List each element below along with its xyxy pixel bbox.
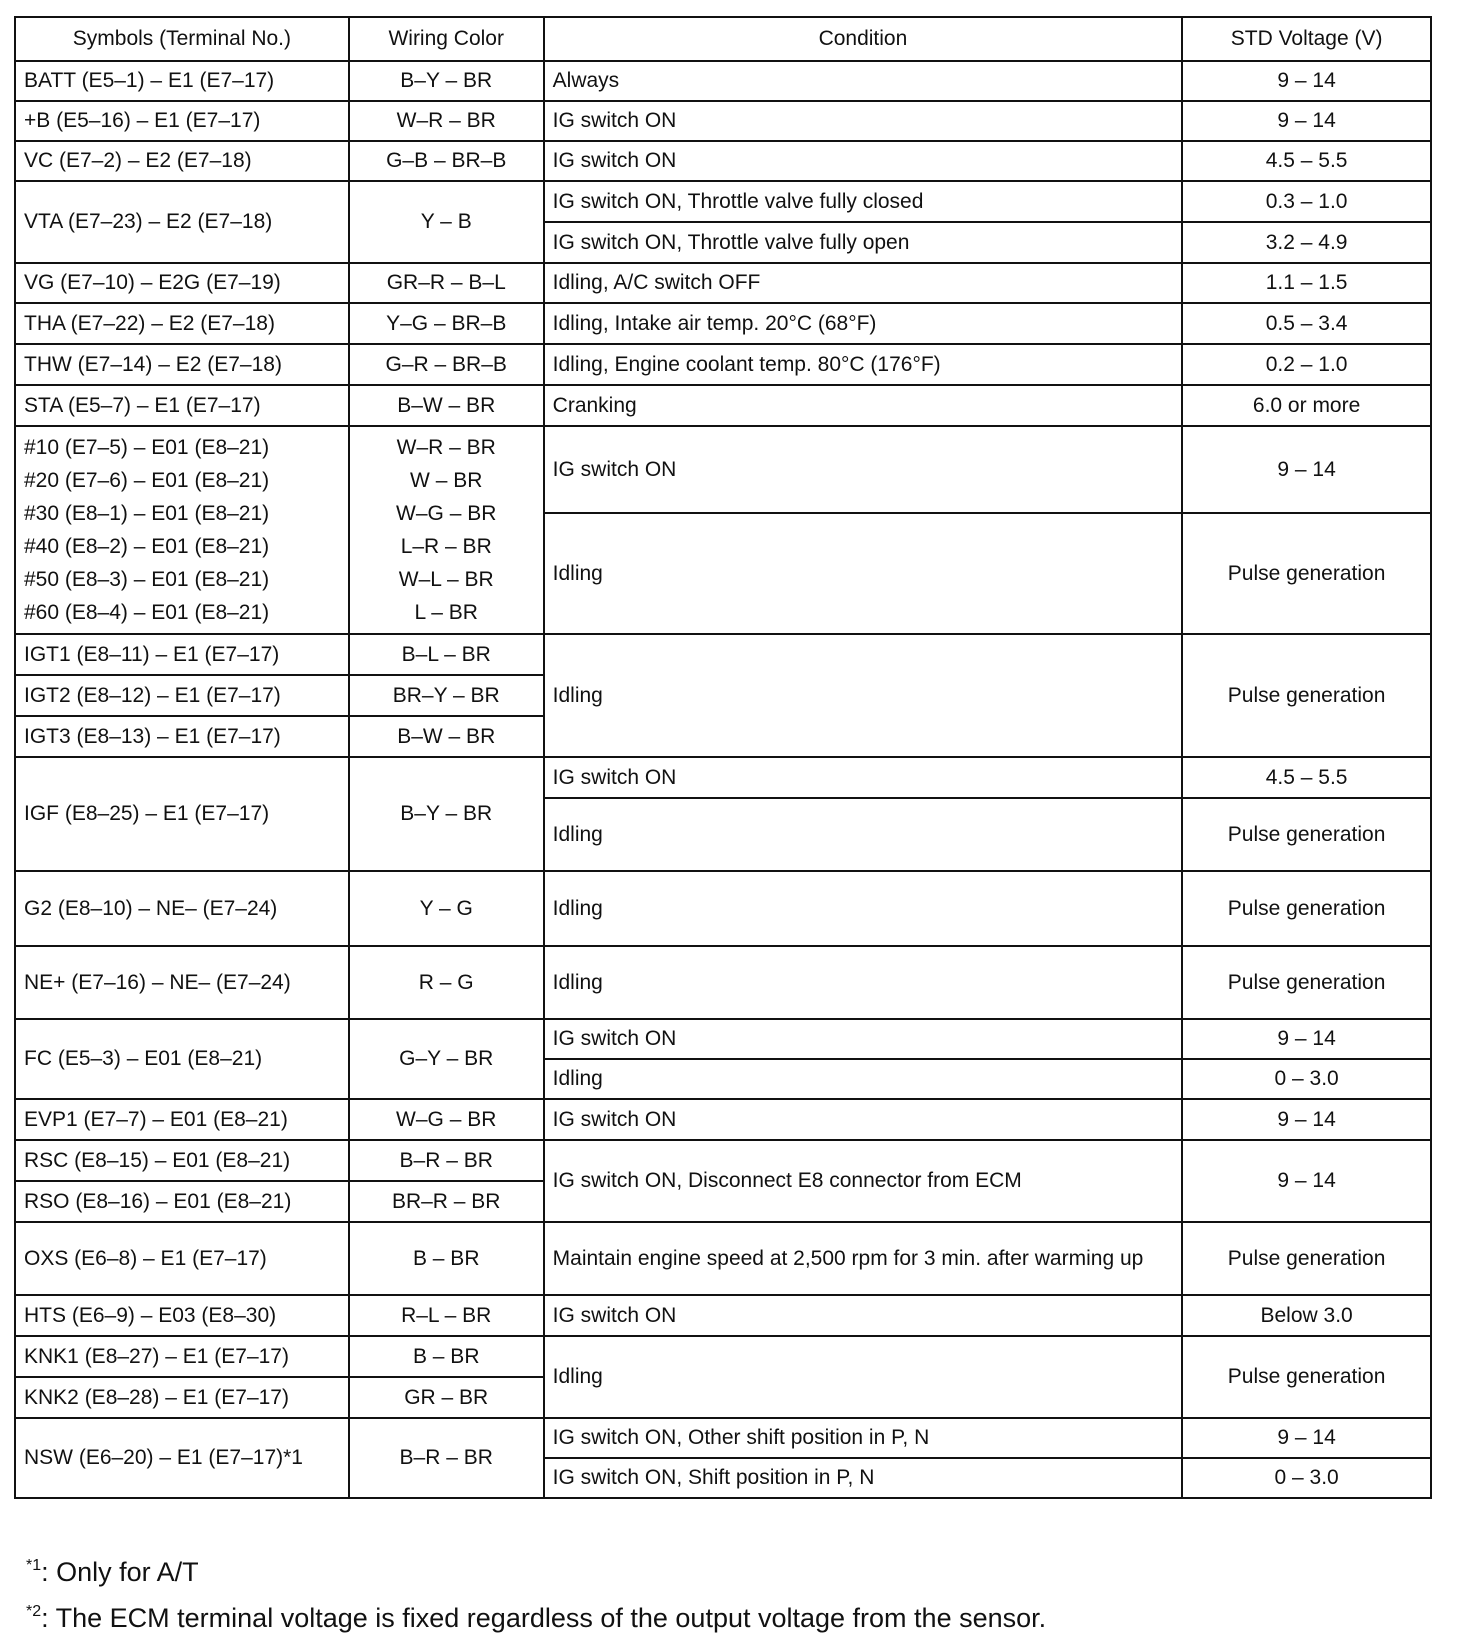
- footnote-2-text: : The ECM terminal voltage is fixed regardless of the output voltage from the sensor.: [41, 1603, 1047, 1633]
- table-row: [15, 426, 1431, 513]
- table-row: [15, 61, 1431, 101]
- condition-cell: IG switch ON, Other shift position in P, N: [544, 1418, 1183, 1458]
- symbol-cell: IGT3 (E8–13) – E1 (E7–17): [15, 716, 349, 757]
- symbol-cell: THA (E7–22) – E2 (E7–18): [15, 303, 349, 344]
- condition-cell: Cranking: [544, 385, 1183, 426]
- table-row: [15, 263, 1431, 303]
- condition-cell: Idling: [544, 1059, 1183, 1099]
- table-header-row: [15, 17, 1431, 61]
- table-row: [15, 634, 1431, 675]
- header-symbols: Symbols (Terminal No.): [15, 17, 349, 61]
- ecm-terminal-voltage-table: [14, 16, 1432, 1499]
- symbol-cell: RSO (E8–16) – E01 (E8–21): [15, 1181, 349, 1222]
- condition-cell: IG switch ON, Throttle valve fully closed: [544, 181, 1183, 222]
- condition-cell: Idling: [544, 513, 1183, 634]
- voltage-cell: 0 – 3.0: [1182, 1059, 1431, 1099]
- footnotes: [26, 1546, 1046, 1638]
- table-row: [15, 1019, 1431, 1059]
- wiring-cell: R – G: [349, 946, 544, 1019]
- condition-cell: IG switch ON: [544, 1019, 1183, 1059]
- voltage-cell: 0.2 – 1.0: [1182, 344, 1431, 385]
- voltage-cell: Pulse generation: [1182, 634, 1431, 757]
- voltage-cell: Pulse generation: [1182, 1222, 1431, 1295]
- voltage-cell: Pulse generation: [1182, 871, 1431, 946]
- condition-cell: IG switch ON: [544, 101, 1183, 141]
- voltage-cell: 0.5 – 3.4: [1182, 303, 1431, 344]
- wiring-cell: R–L – BR: [349, 1295, 544, 1336]
- header-wiring-color: Wiring Color: [349, 17, 544, 61]
- wiring-cell: BR–R – BR: [349, 1181, 544, 1222]
- symbol-cell: G2 (E8–10) – NE– (E7–24): [15, 871, 349, 946]
- wiring-cell: Y – B: [349, 181, 544, 263]
- injector-symbol: #50 (E8–3) – E01 (E8–21): [24, 568, 270, 591]
- voltage-cell: Below 3.0: [1182, 1295, 1431, 1336]
- condition-cell: Idling: [544, 871, 1183, 946]
- wiring-cell: B – BR: [349, 1222, 544, 1295]
- injector-wire: L–R – BR: [400, 535, 492, 558]
- voltage-cell: 3.2 – 4.9: [1182, 222, 1431, 263]
- injector-symbol: #20 (E7–6) – E01 (E8–21): [24, 469, 270, 492]
- voltage-cell: 6.0 or more: [1182, 385, 1431, 426]
- symbol-cell: NE+ (E7–16) – NE– (E7–24): [15, 946, 349, 1019]
- condition-cell: IG switch ON: [544, 1295, 1183, 1336]
- wiring-cell: W–G – BR: [349, 1099, 544, 1140]
- injector-wire: W – BR: [410, 469, 483, 492]
- condition-cell: Maintain engine speed at 2,500 rpm for 3 min. after warming up: [544, 1222, 1183, 1295]
- voltage-cell: 9 – 14: [1182, 61, 1431, 101]
- wiring-cell: B–Y – BR: [349, 61, 544, 101]
- table-row: [15, 1418, 1431, 1458]
- table-row: [15, 1295, 1431, 1336]
- condition-cell: Idling: [544, 1336, 1183, 1418]
- symbol-cell: IGT1 (E8–11) – E1 (E7–17): [15, 634, 349, 675]
- table-row: [15, 1140, 1431, 1181]
- symbol-cell: KNK2 (E8–28) – E1 (E7–17): [15, 1377, 349, 1418]
- wiring-cell: Y – G: [349, 871, 544, 946]
- voltage-cell: 0.3 – 1.0: [1182, 181, 1431, 222]
- voltage-cell: 9 – 14: [1182, 1019, 1431, 1059]
- injector-wire: W–R – BR: [396, 436, 496, 459]
- header-std-voltage: STD Voltage (V): [1182, 17, 1431, 61]
- condition-cell: IG switch ON, Throttle valve fully open: [544, 222, 1183, 263]
- table-row: [15, 385, 1431, 426]
- condition-cell: Idling, Intake air temp. 20°C (68°F): [544, 303, 1183, 344]
- wiring-cell: B – BR: [349, 1336, 544, 1377]
- table-row: [15, 141, 1431, 181]
- voltage-cell: 9 – 14: [1182, 426, 1431, 513]
- table-row: [15, 101, 1431, 141]
- voltage-cell: 9 – 14: [1182, 1099, 1431, 1140]
- condition-cell: IG switch ON, Disconnect E8 connector from ECM: [544, 1140, 1183, 1222]
- table-row: [15, 871, 1431, 946]
- symbol-cell: STA (E5–7) – E1 (E7–17): [15, 385, 349, 426]
- symbol-cell: FC (E5–3) – E01 (E8–21): [15, 1019, 349, 1099]
- table-row: [15, 344, 1431, 385]
- condition-cell: IG switch ON: [544, 141, 1183, 181]
- condition-cell: Idling, Engine coolant temp. 80°C (176°F): [544, 344, 1183, 385]
- voltage-cell: Pulse generation: [1182, 946, 1431, 1019]
- table-row: [15, 181, 1431, 222]
- injector-symbol: #30 (E8–1) – E01 (E8–21): [24, 502, 270, 525]
- injector-symbol: #40 (E8–2) – E01 (E8–21): [24, 535, 270, 558]
- symbol-cell: VC (E7–2) – E2 (E7–18): [15, 141, 349, 181]
- injector-wire: L – BR: [414, 601, 478, 624]
- wiring-cell: W–R – BR: [349, 101, 544, 141]
- table-row: [15, 757, 1431, 798]
- footnote-2: [26, 1592, 1046, 1638]
- wiring-cell: Y–G – BR–B: [349, 303, 544, 344]
- symbol-cell: VG (E7–10) – E2G (E7–19): [15, 263, 349, 303]
- wiring-cell: B–W – BR: [349, 385, 544, 426]
- voltage-cell: 0 – 3.0: [1182, 1458, 1431, 1498]
- wiring-cell: B–R – BR: [349, 1140, 544, 1181]
- wiring-cell: G–R – BR–B: [349, 344, 544, 385]
- table-row: [15, 946, 1431, 1019]
- wiring-cell: BR–Y – BR: [349, 675, 544, 716]
- injector-wire: W–G – BR: [396, 502, 497, 525]
- footnote-2-mark: *2: [26, 1603, 42, 1620]
- footnote-1-text: : Only for A/T: [41, 1557, 199, 1587]
- symbol-cell: NSW (E6–20) – E1 (E7–17)*1: [15, 1418, 349, 1498]
- wiring-cell: B–L – BR: [349, 634, 544, 675]
- symbol-cell: HTS (E6–9) – E03 (E8–30): [15, 1295, 349, 1336]
- symbol-cell: IGF (E8–25) – E1 (E7–17): [15, 757, 349, 871]
- voltage-cell: 9 – 14: [1182, 1418, 1431, 1458]
- voltage-cell: Pulse generation: [1182, 513, 1431, 634]
- condition-cell: IG switch ON: [544, 426, 1183, 513]
- symbol-cell: OXS (E6–8) – E1 (E7–17): [15, 1222, 349, 1295]
- condition-cell: IG switch ON, Shift position in P, N: [544, 1458, 1183, 1498]
- condition-cell: Idling: [544, 946, 1183, 1019]
- footnote-1: [26, 1546, 1046, 1592]
- header-condition: Condition: [544, 17, 1183, 61]
- voltage-cell: Pulse generation: [1182, 1336, 1431, 1418]
- condition-cell: IG switch ON: [544, 757, 1183, 798]
- voltage-cell: 1.1 – 1.5: [1182, 263, 1431, 303]
- table-row: [15, 1099, 1431, 1140]
- injector-wire: W–L – BR: [398, 568, 494, 591]
- wiring-cell: B–Y – BR: [349, 757, 544, 871]
- voltage-cell: 4.5 – 5.5: [1182, 141, 1431, 181]
- wiring-cell-injectors: [349, 426, 544, 634]
- condition-cell: Idling: [544, 634, 1183, 757]
- symbol-cell: THW (E7–14) – E2 (E7–18): [15, 344, 349, 385]
- wiring-cell: B–R – BR: [349, 1418, 544, 1498]
- symbol-cell: +B (E5–16) – E1 (E7–17): [15, 101, 349, 141]
- wiring-cell: GR – BR: [349, 1377, 544, 1418]
- voltage-cell: Pulse generation: [1182, 798, 1431, 871]
- symbol-cell: IGT2 (E8–12) – E1 (E7–17): [15, 675, 349, 716]
- symbol-cell-injectors: [15, 426, 349, 634]
- voltage-cell: 4.5 – 5.5: [1182, 757, 1431, 798]
- condition-cell: Idling, A/C switch OFF: [544, 263, 1183, 303]
- wiring-cell: B–W – BR: [349, 716, 544, 757]
- symbol-cell: VTA (E7–23) – E2 (E7–18): [15, 181, 349, 263]
- symbol-cell: BATT (E5–1) – E1 (E7–17): [15, 61, 349, 101]
- symbol-cell: KNK1 (E8–27) – E1 (E7–17): [15, 1336, 349, 1377]
- injector-symbol: #60 (E8–4) – E01 (E8–21): [24, 601, 270, 624]
- wiring-cell: G–B – BR–B: [349, 141, 544, 181]
- condition-cell: Idling: [544, 798, 1183, 871]
- condition-cell: Always: [544, 61, 1183, 101]
- footnote-1-mark: *1: [26, 1557, 42, 1574]
- table-row: [15, 303, 1431, 344]
- injector-symbol: #10 (E7–5) – E01 (E8–21): [24, 436, 270, 459]
- symbol-cell: EVP1 (E7–7) – E01 (E8–21): [15, 1099, 349, 1140]
- wiring-cell: GR–R – B–L: [349, 263, 544, 303]
- wiring-cell: G–Y – BR: [349, 1019, 544, 1099]
- condition-cell: IG switch ON: [544, 1099, 1183, 1140]
- voltage-cell: 9 – 14: [1182, 101, 1431, 141]
- symbol-cell: RSC (E8–15) – E01 (E8–21): [15, 1140, 349, 1181]
- voltage-cell: 9 – 14: [1182, 1140, 1431, 1222]
- table-row: [15, 1222, 1431, 1295]
- table-row: [15, 1336, 1431, 1377]
